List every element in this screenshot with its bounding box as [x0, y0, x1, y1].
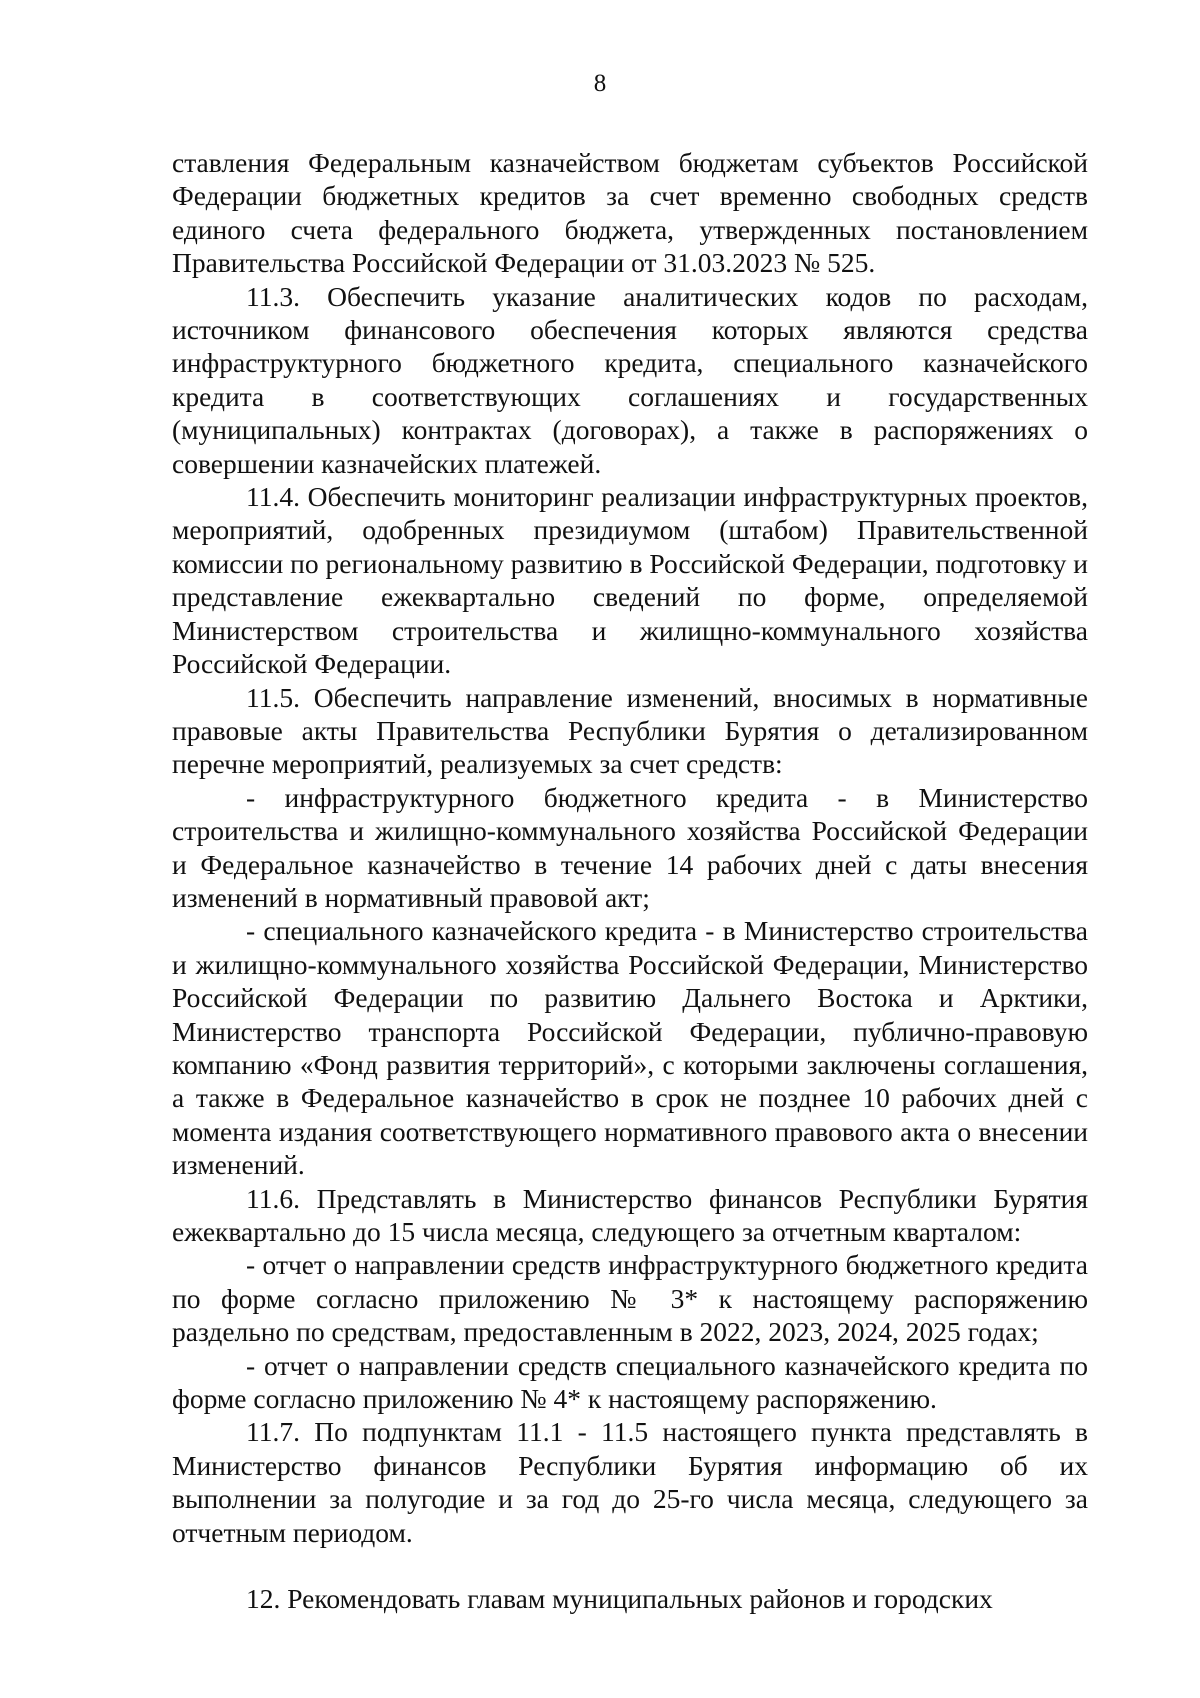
list-item-special-treasury-credit: - специального казначейского кредита - в Министерство строительства и жилищно-коммунального хозяйства Российской Федерации, Министерство Российской Федерации по развитию Дальнего Востока и Арктики, Министерство транспорта Российской Федерации, публично-правовую компанию «Фонд развития территорий», с которыми заключены соглашения, а также в Федеральное казначейство в срок не позднее 10 рабочих дней с момента издания соответствующего нормативного правового акта о внесении изменений. — [172, 915, 1088, 1181]
paragraph-11-7: 11.7. По подпунктам 11.1 - 11.5 настоящего пункта представлять в Министерство финансов Республики Бурятия информацию об их выполнении за полугодие и за год до 25-го числа месяца, следующего за отчетным периодом. — [172, 1416, 1088, 1548]
document-body — [172, 146, 1088, 1615]
paragraph-spacer — [172, 1549, 1088, 1582]
page-number: 8 — [593, 70, 607, 97]
paragraph-11-3: 11.3. Обеспечить указание аналитических кодов по расходам, источником финансового обеспечения которых являются средства инфраструктурного бюджетного кредита, специального казначейского кредита в соответствующих соглашениях и государственных (муниципальных) контрактах (договорах), а также в распоряжениях о совершении казначейских платежей. — [172, 280, 1088, 479]
paragraph-continuation: ставления Федеральным казначейством бюджетам субъектов Российской Федерации бюджетных кредитов за счет временно свободных средств единого счета федерального бюджета, утвержденных постановлением Правительства Российской Федерации от 31.03.2023 № 525. — [172, 147, 1088, 279]
list-item-report-special: - отчет о направлении средств специального казначейского кредита по форме согласно приложению № 4* к настоящему распоряжению. — [172, 1349, 1088, 1415]
paragraph-11-4: 11.4. Обеспечить мониторинг реализации инфраструктурных проектов, мероприятий, одобренных президиумом (штабом) Правительственной комиссии по региональному развитию в Российской Федерации, подготовку и представление ежеквартально сведений по форме, определяемой Министерством строительства и жилищно-коммунального хозяйства Российской Федерации. — [172, 481, 1088, 680]
paragraph-11-5: 11.5. Обеспечить направление изменений, вносимых в нормативные правовые акты Правительства Республики Бурятия о детализированном перечне мероприятий, реализуемых за счет средств: — [172, 681, 1088, 780]
paragraph-11-6: 11.6. Представлять в Министерство финансов Республики Бурятия ежеквартально до 15 числа месяца, следующего за отчетным кварталом: — [172, 1182, 1088, 1247]
list-item-infrastructure-credit: - инфраструктурного бюджетного кредита - в Министерство строительства и жилищно-коммунального хозяйства Российской Федерации и Федеральное казначейство в течение 14 рабочих дней с даты внесения изменений в нормативный правовой акт; — [172, 781, 1088, 913]
list-item-report-infrastructure: - отчет о направлении средств инфраструктурного бюджетного кредита по форме согласно приложению № 3* к настоящему распоряжению раздельно по средствам, предоставленным в 2022, 2023, 2024, 2025 годах; — [172, 1249, 1088, 1348]
paragraph-12: 12. Рекомендовать главам муниципальных районов и городских — [246, 1583, 993, 1615]
